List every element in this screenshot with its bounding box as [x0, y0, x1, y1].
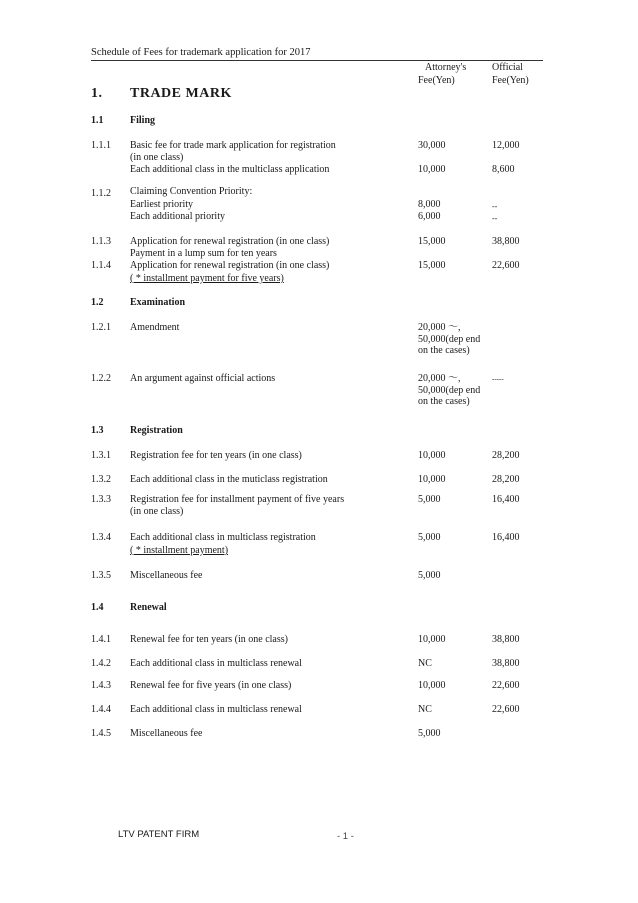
row-description: Application for renewal registration (in one class) — [130, 236, 330, 247]
row-number: 1.3.2 — [91, 474, 111, 485]
attorney-fee: 5,000 — [418, 728, 441, 739]
page-number: - 1 - — [337, 831, 354, 842]
footer-firm-name: LTV PATENT FIRM — [118, 829, 200, 840]
row-description-cont: Payment in a lump sum for ten years — [130, 248, 277, 259]
attorney-fee: NC — [418, 658, 432, 669]
row-number: 1.1.2 — [91, 188, 111, 199]
official-fee: 22,600 — [492, 680, 520, 691]
attorney-fee: 10,000 — [418, 450, 446, 461]
row-description-cont: ( * installment payment) — [130, 545, 229, 556]
attorney-fee: 10,000 — [418, 164, 446, 175]
subsection-title: Renewal — [130, 602, 167, 613]
official-fee: 8,600 — [492, 164, 515, 175]
row-number: 1.3.4 — [91, 532, 111, 543]
official-fee: -- — [492, 202, 498, 211]
attorney-fee: 5,000 — [418, 494, 441, 505]
row-description-cont: Each additional priority — [130, 211, 225, 222]
row-description: Basic fee for trade mark application for registration — [130, 140, 336, 151]
subsection-title: Registration — [130, 425, 183, 436]
row-description-cont: (in one class) — [130, 506, 184, 517]
col-official-line2: Fee(Yen) — [492, 75, 529, 86]
row-description: Renewal fee for ten years (in one class) — [130, 634, 288, 645]
section-title: TRADE MARK — [130, 86, 232, 101]
subsection-title: Filing — [130, 115, 156, 126]
official-fee: 38,800 — [492, 658, 520, 669]
attorney-fee: 10,000 — [418, 634, 446, 645]
row-description: Miscellaneous fee — [130, 570, 203, 581]
row-number: 1.1.1 — [91, 140, 111, 151]
attorney-fee: 30,000 — [418, 140, 446, 151]
attorney-fee: 10,000 — [418, 474, 446, 485]
official-fee: 38,800 — [492, 634, 520, 645]
row-number: 1.3.5 — [91, 570, 111, 581]
row-number: 1.3.3 — [91, 494, 111, 505]
row-description: Each additional class in the multiclass application — [130, 164, 330, 175]
row-number: 1.4.5 — [91, 728, 111, 739]
row-number: 1.2.2 — [91, 373, 111, 384]
official-fee: 28,200 — [492, 474, 520, 485]
attorney-fee: 5,000 — [418, 532, 441, 543]
official-fee: 12,000 — [492, 140, 520, 151]
col-attorney-line1: Attorney's — [425, 62, 467, 73]
row-description: Renewal fee for five years (in one class) — [130, 680, 292, 691]
section-number: 1. — [91, 86, 103, 101]
row-description-cont: (in one class) — [130, 152, 184, 163]
row-description-cont: ( * installment payment for five years) — [130, 273, 284, 284]
official-fee: 38,800 — [492, 236, 520, 247]
row-description: Amendment — [130, 322, 180, 333]
row-number: 1.4.3 — [91, 680, 111, 691]
official-fee: ----- — [492, 375, 504, 383]
col-official-line1: Official — [492, 62, 523, 73]
official-fee: 22,600 — [492, 260, 520, 271]
official-fee: -- — [492, 214, 498, 223]
official-fee: 16,400 — [492, 494, 520, 505]
row-number: 1.4.2 — [91, 658, 111, 669]
document-title: Schedule of Fees for trademark application for 2017 — [91, 47, 311, 58]
row-description: Each additional class in multiclass registration — [130, 532, 316, 543]
row-description: Registration fee for installment payment of five years — [130, 494, 345, 505]
row-description: Each additional class in the muticlass registration — [130, 474, 328, 485]
attorney-fee: 20,000 ～, 50,000(dep end on the cases) — [418, 322, 481, 356]
row-number: 1.2.1 — [91, 322, 111, 333]
attorney-fee: 6,000 — [418, 211, 441, 222]
attorney-fee: 5,000 — [418, 570, 441, 581]
row-number: 1.1.3 — [91, 236, 111, 247]
official-fee: 16,400 — [492, 532, 520, 543]
subsection-number: 1.1 — [91, 115, 104, 126]
attorney-fee: 8,000 — [418, 199, 441, 210]
subsection-number: 1.3 — [91, 425, 104, 436]
attorney-fee: 10,000 — [418, 680, 446, 691]
row-number: 1.1.4 — [91, 260, 111, 271]
row-number: 1.3.1 — [91, 450, 111, 461]
attorney-fee: 15,000 — [418, 260, 446, 271]
row-description: Each additional class in multiclass renewal — [130, 704, 302, 715]
row-description: Application for renewal registration (in one class) — [130, 260, 330, 271]
official-fee: 28,200 — [492, 450, 520, 461]
attorney-fee: 20,000 ～, 50,000(dep end on the cases) — [418, 373, 481, 407]
subsection-number: 1.2 — [91, 297, 104, 308]
row-description: Miscellaneous fee — [130, 728, 203, 739]
row-description-cont: Earliest priority — [130, 199, 194, 210]
header-rule — [91, 60, 543, 61]
row-description: Registration fee for ten years (in one class) — [130, 450, 302, 461]
row-description: Claiming Convention Priority: — [130, 186, 253, 197]
attorney-fee: NC — [418, 704, 432, 715]
row-number: 1.4.1 — [91, 634, 111, 645]
col-attorney-line2: Fee(Yen) — [418, 75, 455, 86]
row-description: Each additional class in multiclass renewal — [130, 658, 302, 669]
attorney-fee: 15,000 — [418, 236, 446, 247]
row-description: An argument against official actions — [130, 373, 276, 384]
subsection-title: Examination — [130, 297, 186, 308]
subsection-number: 1.4 — [91, 602, 104, 613]
official-fee: 22,600 — [492, 704, 520, 715]
row-number: 1.4.4 — [91, 704, 111, 715]
